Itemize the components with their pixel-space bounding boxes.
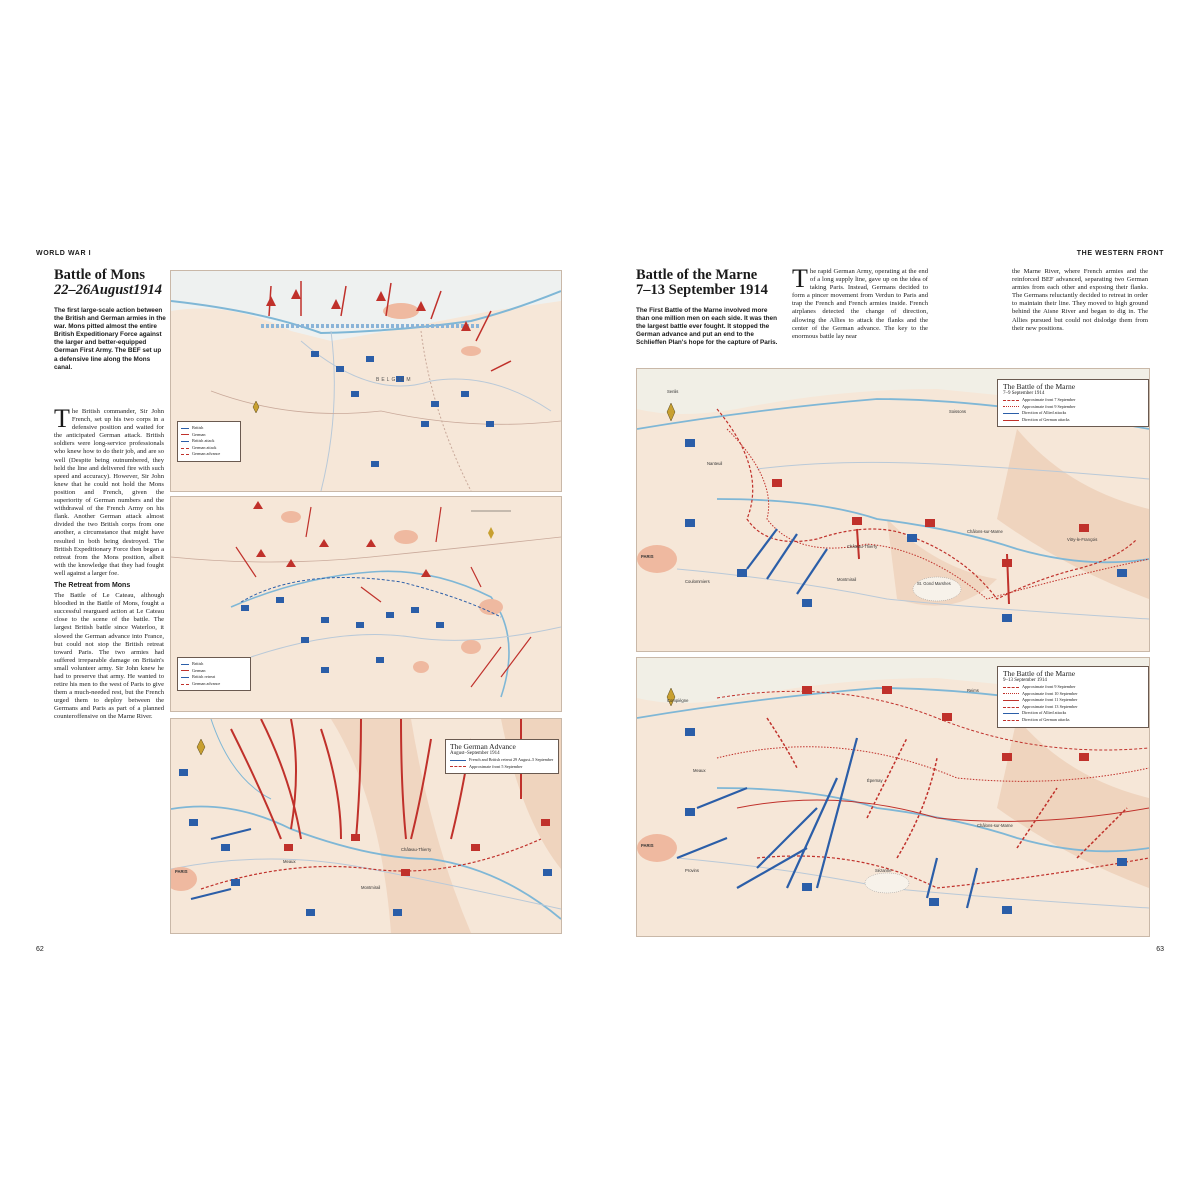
label-vitry: Vitry-le-François [1067, 537, 1098, 542]
map-marne-2 [636, 657, 1150, 937]
marne2-legend-item: Direction of German attacks [1003, 717, 1143, 724]
label-meaux: Meaux [693, 768, 706, 773]
map-marne-1 [636, 368, 1150, 652]
mons-title-block [54, 268, 164, 298]
mons-legend-item: German [181, 432, 237, 439]
map-retreat [170, 496, 562, 712]
label-belgium: BELGIUM [376, 377, 413, 383]
label-meaux: Meaux [283, 859, 296, 864]
mons-legend-item: German advance [181, 451, 237, 458]
label-chalons: Châlons-sur-Marne [977, 823, 1013, 828]
marne1-legend-sub: 7–9 September 1914 [1003, 391, 1045, 396]
mons-dropcap: T [54, 408, 70, 433]
retreat-legend-item: British [181, 661, 247, 668]
retreat-body: The Battle of Le Cateau, although bloodied in the Battle of Mons, fought a successful rearguard action at Le Cateau close to the scene of the battle. The largest British battle since Waterloo, it slowed the German advance into France, but could not stop the British retreat toward Paris. The two armies had suffered irreparable damage on Britain's small volunteer army. Sir John knew he had to preserve that army. He wanted to retire his men to the west of Paris to give them a much-needed rest, but the French urged them to deploy between the Germans and Paris as part of a planned counteroffensive on the Marne River. [54, 592, 164, 721]
label-sezanne: Sézanne [875, 868, 892, 873]
label-epernay: Épernay [867, 778, 883, 783]
label-chateau-thierry: Château-Thierry [401, 847, 432, 852]
label-coulommiers: Coulommiers [685, 579, 710, 584]
marne-title: Battle of the Marne [636, 267, 758, 283]
label-reims: Reims [967, 688, 979, 693]
marne2-legend-item: Approximate front 10 September [1003, 691, 1143, 698]
retreat-legend-item: British retreat [181, 674, 247, 681]
label-montmirail: Montmirail [837, 577, 857, 582]
map-german-advance [170, 718, 562, 934]
label-st-gond: St. Gond Marshes [917, 581, 951, 586]
advance-legend [445, 739, 559, 774]
retreat-legend [177, 657, 251, 691]
right-folio: 63 [1156, 946, 1164, 953]
label-montmirail: Montmirail [361, 885, 381, 890]
marne-dropcap: T [792, 268, 808, 293]
left-running-head: WORLD WAR I [36, 250, 92, 257]
map-mons [170, 270, 562, 492]
label-paris: PARIS [175, 869, 188, 874]
label-paris: PARIS [641, 843, 654, 848]
advance-legend-item: French and British retreat 29 August–5 September [450, 757, 554, 764]
label-paris: PARIS [641, 554, 654, 559]
marne-dates: 7–13 September 1914 [636, 282, 768, 298]
marne1-legend [997, 379, 1149, 427]
marne2-legend-item: Direction of Allied attacks [1003, 710, 1143, 717]
label-soissons: Soissons [949, 409, 966, 414]
marne1-legend-title: The Battle of the Marne [1003, 382, 1076, 391]
mons-legend-item: German attack [181, 445, 237, 452]
marne2-legend-item: Approximate front 13 September [1003, 704, 1143, 711]
marne1-legend-item: Direction of Allied attacks [1003, 410, 1143, 417]
label-provins: Provins [685, 868, 699, 873]
marne2-legend [997, 666, 1149, 728]
advance-legend-sub: August–September 1914 [450, 751, 500, 756]
marne2-legend-item: Approximate front 11 September [1003, 697, 1143, 704]
mons-body: he British commander, Sir John French, set up his two corps in a defensive position and waited for the anticipated German attack. British soldiers were long-service professionals who knew how to do their job, and are so well (Despite being outnumbered, they held the line and delivered fire with such speed and accuracy). However, Sir John knew that he could not hold the Mons position and French, given the superiority of German numbers and the withdrawal of the French Army on his flank. Another German attack almost divided the two British corps from one another, a circumstance that might have resulted in both being destroyed. The British Expeditionary Force then began a retreat from the Mons position, albeit with the knowledge that they had fought well against a larger foe. [54, 408, 164, 577]
mons-title: Battle of Mons [54, 267, 146, 283]
advance-legend-item: Approximate front 5 September [450, 764, 554, 771]
marne2-legend-sub: 9–13 September 1914 [1003, 678, 1047, 683]
marne1-legend-item: Direction of German attacks [1003, 417, 1143, 424]
retreat-subhead: The Retreat from Mons [54, 581, 131, 589]
retreat-legend-item: German advance [181, 681, 247, 688]
marne1-legend-item: Approximate front 7 September [1003, 397, 1143, 404]
marne1-legend-item: Approximate front 9 September [1003, 404, 1143, 411]
mons-body-column [54, 408, 164, 888]
marne-body-col1 [792, 268, 928, 366]
mons-legend-item: British attack [181, 438, 237, 445]
marne2-legend-item: Approximate front 9 September [1003, 684, 1143, 691]
right-running-head: THE WESTERN FRONT [1076, 250, 1164, 257]
advance-legend-title: The German Advance [450, 742, 516, 751]
marne-body-1: he rapid German Army, operating at the end of a long supply line, gave up on the idea of taking Paris. Instead, Germans decided to form a pincer movement from Verdun to Paris and trap the French and French armies inside. French airplanes detected the change of direction, allowing the Allies to attack the flanks and the center of the German advance. The key to the enormous battle lay near [792, 268, 928, 340]
label-chalons: Châlons-sur-Marne [967, 529, 1003, 534]
mons-intro: The first large-scale action between the British and German armies in the war. Mons pitted almost the entire British Expeditionary Force against the larger and better-equipped German First Army. The BEF set up a defensive line along the Mons canal. [54, 307, 166, 371]
marne-intro: The First Battle of the Marne involved more than one million men on each side. It was then the largest battle ever fought. It stopped the German advance and put an end to the Schlieffen Plan's hope for the capture of Paris. [636, 307, 778, 347]
mons-legend-item: British [181, 425, 237, 432]
mons-legend [177, 421, 241, 462]
label-nanteuil: Nanteuil [707, 461, 723, 466]
retreat-legend-item: German [181, 668, 247, 675]
label-senlis: Senlis [667, 389, 679, 394]
marne-title-block [636, 268, 786, 298]
marne2-legend-title: The Battle of the Marne [1003, 669, 1076, 678]
left-folio: 62 [36, 946, 44, 953]
mons-dates: 22–26August1914 [54, 282, 162, 298]
marne-body-col2: the Marne River, where French armies and the reinforced BEF advanced, separating two German armies from each other and exposing their flanks. The Germans reluctantly decided to retreat in order to maintain their line. They moved to high ground behind the Aisne River and began to dig in. The Allies pursued but could not dislodge them from their new positions. [1012, 268, 1148, 332]
label-compiegne: Compiègne [667, 698, 689, 703]
label-chateau-thierry: Château-Thierry [847, 544, 878, 549]
